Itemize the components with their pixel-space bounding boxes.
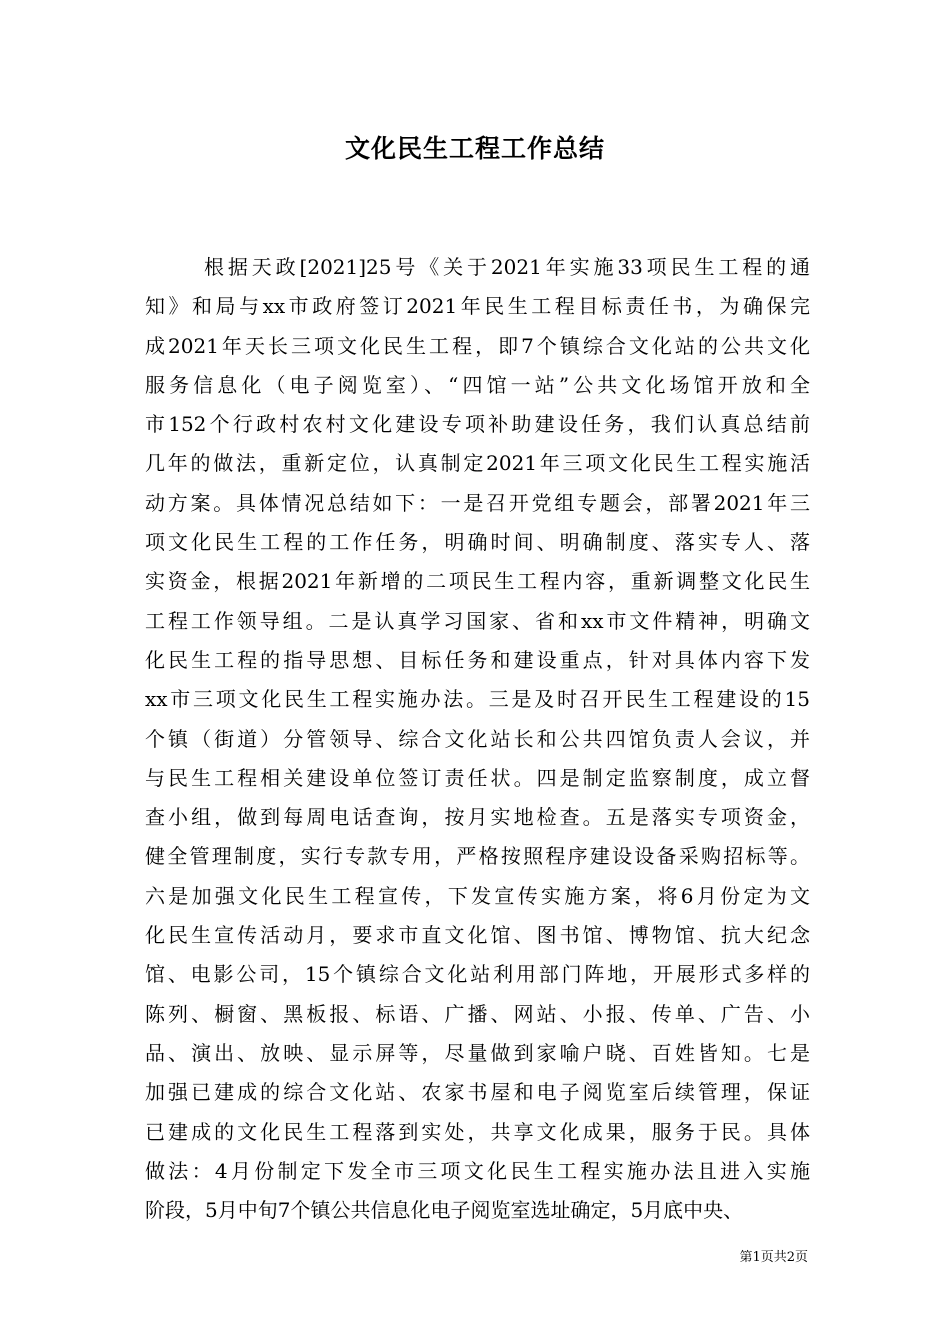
text-line: 工程工作领导组。二是认真学习国家、省和xx市文件精神，明确文 (145, 608, 810, 633)
text-line: 成2021年天长三项文化民生工程，即7个镇综合文化站的公共文化 (145, 333, 810, 358)
text-line: 馆、电影公司，15个镇综合文化站利用部门阵地，开展形式多样的 (145, 962, 810, 987)
text-line: 健全管理制度，实行专款专用，严格按照程序建设设备采购招标等。 (145, 844, 810, 869)
text-line: 陈列、橱窗、黑板报、标语、广播、网站、小报、传单、广告、小 (145, 1001, 810, 1026)
text-line: 实资金，根据2021年新增的二项民生工程内容，重新调整文化民生 (145, 569, 810, 594)
text-line: 与民生工程相关建设单位签订责任状。四是制定监察制度，成立督 (145, 765, 810, 790)
text-line: 化民生工程的指导思想、目标任务和建设重点，针对具体内容下发 (145, 647, 810, 672)
text-line: 品、演出、放映、显示屏等，尽量做到家喻户晓、百姓皆知。七是 (145, 1040, 810, 1065)
text-line: 六是加强文化民生工程宣传，下发宣传实施方案，将6月份定为文 (145, 883, 810, 908)
text-line: 服务信息化（电子阅览室）、“四馆一站”公共文化场馆开放和全 (145, 372, 810, 397)
text-line: 查小组，做到每周电话查询，按月实地检查。五是落实专项资金， (145, 805, 810, 830)
page-number: 第1页共2页 (739, 1250, 808, 1265)
text-line: 已建成的文化民生工程落到实处，共享文化成果，服务于民。具体 (145, 1119, 810, 1144)
text-line: 化民生宣传活动月，要求市直文化馆、图书馆、博物馆、抗大纪念 (145, 923, 810, 948)
text-line: 阶段，5月中旬7个镇公共信息化电子阅览室选址确定，5月底中央、 (145, 1198, 744, 1223)
text-line: 根据天政[2021]25号《关于2021年实施33项民生工程的通 (204, 255, 810, 279)
body-paragraph (145, 248, 810, 1230)
text-line: xx市三项文化民生工程实施办法。三是及时召开民生工程建设的15 (145, 687, 810, 712)
text-line: 几年的做法，重新定位，认真制定2021年三项文化民生工程实施活 (145, 451, 810, 476)
text-line: 加强已建成的综合文化站、农家书屋和电子阅览室后续管理，保证 (145, 1080, 810, 1105)
text-line: 项文化民生工程的工作任务，明确时间、明确制度、落实专人、落 (145, 530, 810, 555)
text-line: 知》和局与xx市政府签订2021年民生工程目标责任书，为确保完 (145, 294, 810, 319)
text-line: 个镇（街道）分管领导、综合文化站长和公共四馆负责人会议，并 (145, 726, 810, 751)
page-title: 文化民生工程工作总结 (344, 134, 605, 163)
text-line: 做法：4月份制定下发全市三项文化民生工程实施办法且进入实施 (145, 1158, 810, 1183)
text-line: 动方案。具体情况总结如下：一是召开党组专题会，部署2021年三 (145, 490, 810, 515)
text-line: 市152个行政村农村文化建设专项补助建设任务，我们认真总结前 (145, 412, 810, 437)
